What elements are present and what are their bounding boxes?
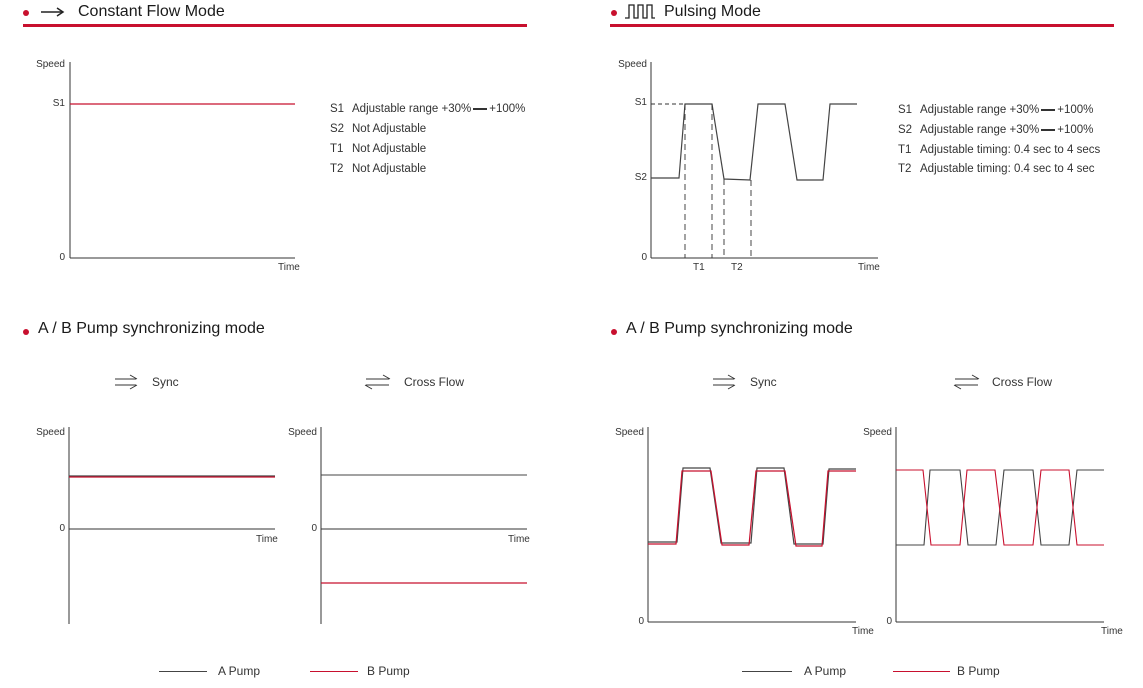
spec-row: S1 Adjustable range +30% +100%	[898, 104, 1094, 116]
s1-tick-label: S1	[634, 97, 647, 108]
zero-tick-label: 0	[641, 252, 647, 263]
sync-label: Sync	[152, 375, 179, 389]
time-axis-label: Time	[852, 626, 874, 637]
sync-mode-title: A / B Pump synchronizing mode	[626, 320, 853, 337]
legend-a-line	[742, 671, 792, 672]
t1-label: T1	[693, 262, 705, 273]
pulsing-title: Pulsing Mode	[664, 3, 761, 20]
cross-flow-label: Cross Flow	[992, 375, 1053, 389]
spec-row: S2 Not Adjustable	[330, 123, 427, 135]
legend-b-label: B Pump	[367, 664, 410, 678]
constant-flow-title: Constant Flow Mode	[78, 3, 225, 20]
t2-label: T2	[731, 262, 743, 273]
cross-flow-label: Cross Flow	[404, 375, 465, 389]
spec-row: S1 Adjustable range +30% +100%	[330, 103, 526, 115]
time-axis-label: Time	[1101, 626, 1123, 637]
time-axis-label: Time	[858, 262, 880, 273]
time-axis-label: Time	[256, 534, 278, 545]
speed-axis-label: Speed	[36, 59, 65, 70]
time-axis-label: Time	[508, 534, 530, 545]
zero-tick-label: 0	[886, 616, 892, 627]
speed-axis-label: Speed	[618, 59, 647, 70]
spec-row: T2 Not Adjustable	[330, 163, 427, 175]
speed-axis-label: Speed	[288, 427, 317, 438]
zero-tick-label: 0	[59, 523, 65, 534]
legend-a-label: A Pump	[804, 664, 847, 678]
legend-b-line	[893, 671, 950, 672]
pump-b-line	[896, 470, 1104, 545]
zero-tick-label: 0	[638, 616, 644, 627]
s1-tick-label: S1	[52, 98, 65, 109]
time-axis-label: Time	[278, 262, 300, 273]
zero-tick-label: 0	[311, 523, 317, 534]
zero-tick-label: 0	[59, 252, 65, 263]
legend-b-label: B Pump	[957, 664, 1000, 678]
speed-axis-label: Speed	[863, 427, 892, 438]
speed-axis-label: Speed	[36, 427, 65, 438]
spec-row: T2 Adjustable timing: 0.4 sec to 4 sec	[898, 163, 1095, 175]
legend-a-label: A Pump	[218, 664, 261, 678]
spec-row: S2 Adjustable range +30% +100%	[898, 124, 1094, 136]
sync-mode-title: A / B Pump synchronizing mode	[38, 320, 265, 337]
spec-row: T1 Not Adjustable	[330, 143, 427, 155]
sync-label: Sync	[750, 375, 777, 389]
spec-row: T1 Adjustable timing: 0.4 sec to 4 secs	[898, 144, 1101, 156]
speed-axis-label: Speed	[615, 427, 644, 438]
s2-tick-label: S2	[634, 172, 647, 183]
